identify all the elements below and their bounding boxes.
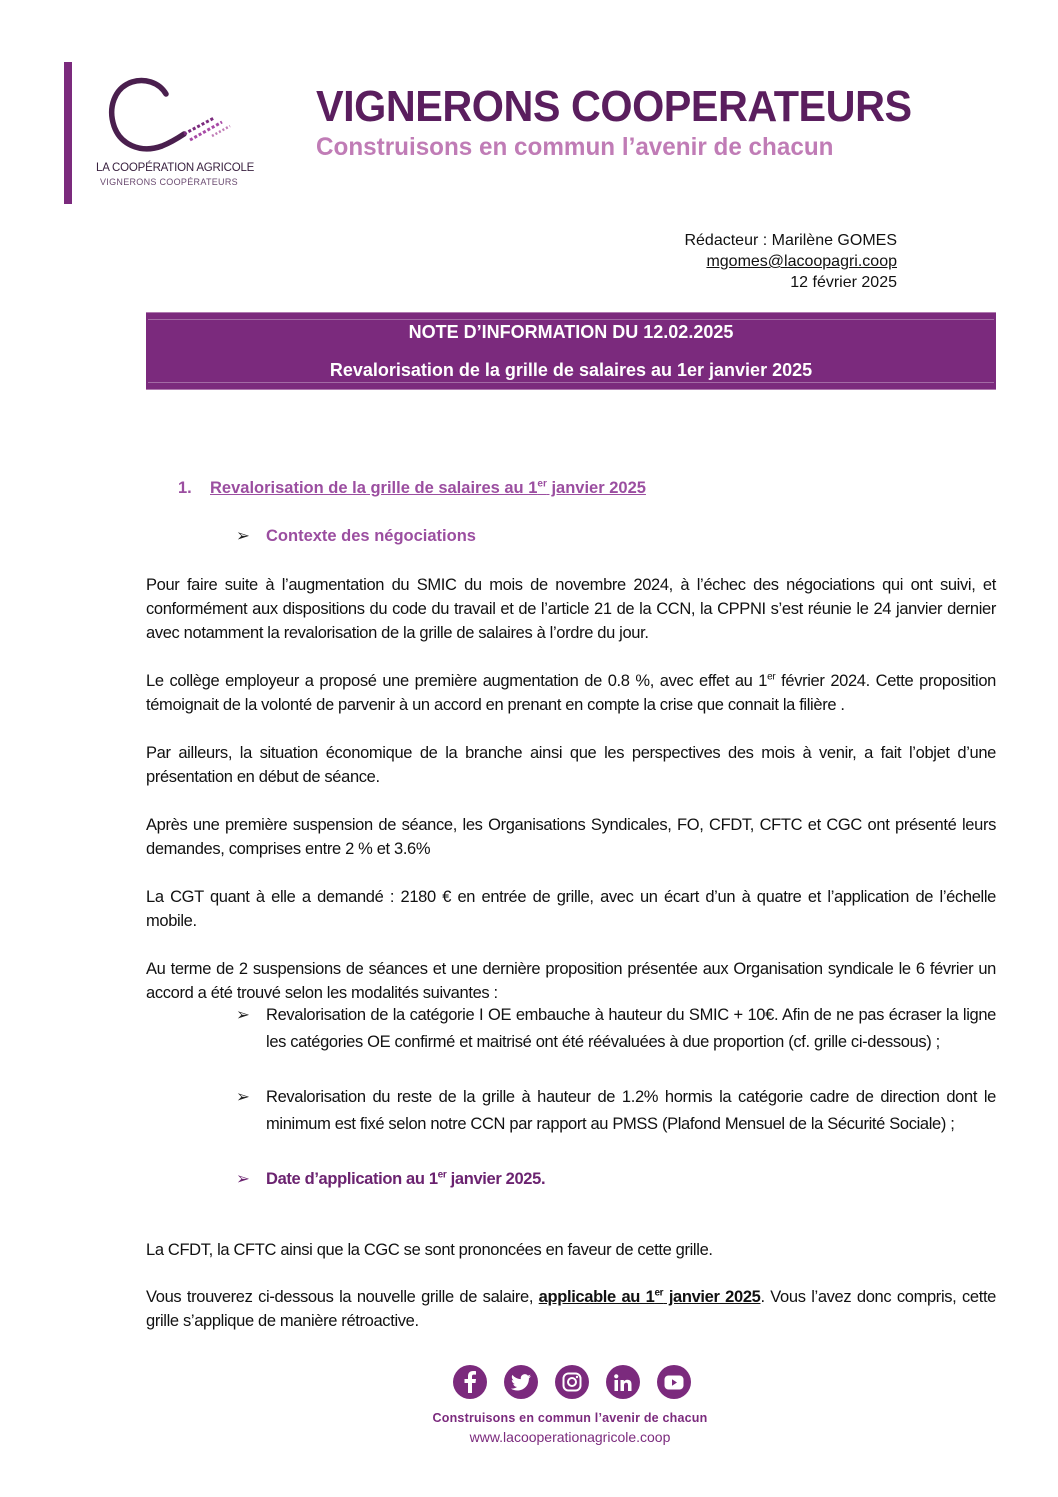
paragraph-cgt-demand: La CGT quant à elle a demandé : 2180 € en entrée de grille, avec un écart d’un à quatre et l’application de l’échelle mobile.: [146, 888, 996, 930]
arrow-bullet-icon: ➢: [236, 1170, 250, 1188]
banner-title: NOTE D’INFORMATION DU 12.02.2025: [408, 322, 734, 342]
cooperation-logo-icon: [104, 74, 234, 160]
section-number: 1.: [178, 479, 192, 497]
paragraph-union-demands: Après une première suspension de séance, les Organisations Syndicales, FO, CFDT, CFTC et CGC ont présenté leurs demandes, comprises entre 2 % et 3.6%: [146, 816, 996, 858]
logo: [92, 74, 255, 194]
document-meta: [684, 230, 897, 293]
social-links: [453, 1365, 691, 1399]
document-date: 12 février 2025: [790, 274, 897, 291]
footer-tagline: Construisons en commun l’avenir de chacun: [432, 1411, 708, 1425]
paragraph-union-approval: La CFDT, la CFTC ainsi que la CGC se sont prononcées en faveur de cette grille.: [146, 1241, 713, 1259]
twitter-icon[interactable]: [504, 1365, 538, 1399]
arrow-bullet-icon: ➢: [236, 527, 250, 545]
title-banner: [146, 312, 996, 390]
instagram-icon[interactable]: [555, 1365, 589, 1399]
bullet-item-application-date: ➢ Date d’application au 1er janvier 2025.: [236, 1166, 996, 1193]
paragraph-agreement: Au terme de 2 suspensions de séances et une dernière proposition présentée aux Organisation syndicale le 6 février un accord a été trouvé selon les modalités suivantes :: [146, 960, 996, 1002]
footer-website-link[interactable]: www.lacooperationagricole.coop: [469, 1429, 671, 1445]
paragraph-employer-proposal: Le collège employeur a proposé une première augmentation de 0.8 %, avec effet au 1er février 2024. Cette proposition témoignait de la volonté de parvenir à un accord en prenant en compte la crise que connait la filière .: [146, 671, 996, 714]
subsection-heading: [236, 526, 476, 546]
facebook-icon[interactable]: [453, 1365, 487, 1399]
section-title: Revalorisation de la grille de salaires au 1er janvier 2025: [210, 478, 646, 497]
brand-subtitle: Construisons en commun l’avenir de chacun: [316, 133, 834, 161]
header-accent-bar: [64, 62, 72, 204]
paragraph-new-grid: Vous trouverez ci-dessous la nouvelle grille de salaire, applicable au 1er janvier 2025. Vous l’avez donc compris, cette grille s’applique de manière rétroactive.: [146, 1287, 997, 1330]
author: Rédacteur : Marilène GOMES: [684, 232, 897, 249]
linkedin-icon[interactable]: [606, 1365, 640, 1399]
brand-title: VIGNERONS COOPERATEURS: [316, 82, 912, 131]
bullet-item: ➢ Revalorisation de la catégorie I OE embauche à hauteur du SMIC + 10€. Afin de ne pas écraser la ligne les catégories OE confirmé et maitrisé ont été réévaluées à due proportion (cf. grille ci-dessous) ;: [236, 1002, 996, 1056]
arrow-bullet-icon: ➢: [236, 1088, 250, 1106]
applicable-date-emphasis: applicable au 1er janvier 2025: [538, 1287, 761, 1306]
logo-text-secondary: VIGNERONS COOPÉRATEURS: [100, 177, 238, 187]
arrow-bullet-icon: ➢: [236, 1006, 250, 1024]
youtube-icon[interactable]: [657, 1365, 691, 1399]
banner-subtitle: Revalorisation de la grille de salaires au 1er janvier 2025: [329, 360, 813, 380]
paragraph-context: Pour faire suite à l’augmentation du SMIC du mois de novembre 2024, à l’échec des négociations qui ont suivi, et conformément aux dispositions du code du travail et de l’article 21 de la CCN, la CPPNI s’est réunie le 24 janvier dernier avec notamment la revalorisation de la grille de salaires à l’ordre du jour.: [146, 576, 996, 642]
paragraph-economic-situation: Par ailleurs, la situation économique de la branche ainsi que les perspectives des mois à venir, a fait l’objet d’une présentation en début de séance.: [146, 744, 996, 786]
author-email-link[interactable]: mgomes@lacoopagri.coop: [706, 253, 897, 270]
section-heading: [178, 479, 646, 498]
subsection-title: Contexte des négociations: [266, 527, 476, 545]
logo-text-primary: LA COOPÉRATION AGRICOLE: [96, 162, 255, 174]
bullet-item: ➢ Revalorisation du reste de la grille à hauteur de 1.2% hormis la catégorie cadre de direction dont le minimum est fixé selon notre CCN par rapport au PMSS (Plafond Mensuel de la Sécurité Sociale) ;: [236, 1084, 996, 1138]
